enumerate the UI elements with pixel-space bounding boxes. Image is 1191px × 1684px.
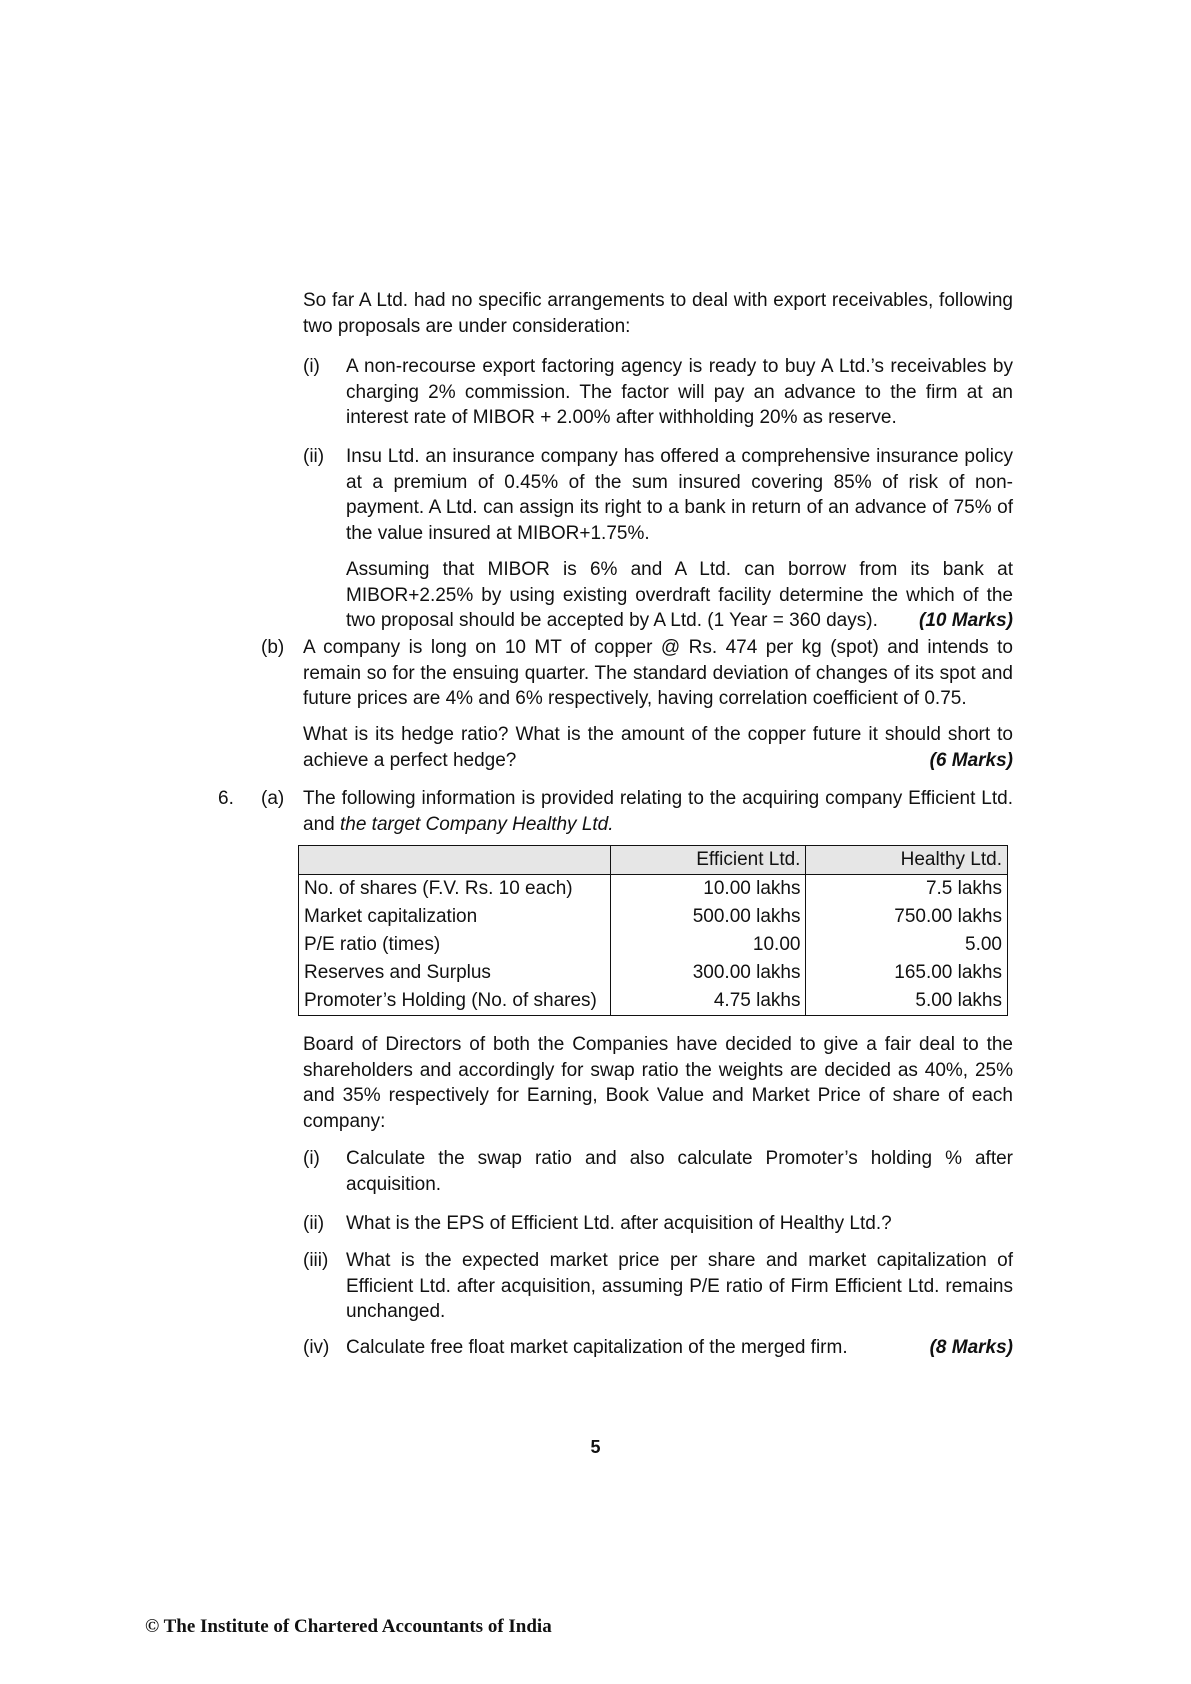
table-cell: P/E ratio (times) [299,931,611,959]
company-info-table [298,845,1008,1016]
part-b-label: (b) [261,637,285,658]
table-header-cell: Efficient Ltd. [610,846,806,875]
table-row [299,987,1008,1016]
question-6-intro [303,786,1013,837]
table-cell: No. of shares (F.V. Rs. 10 each) [299,875,611,904]
table-cell: Reserves and Surplus [299,959,611,987]
assumption-paragraph [346,557,1013,634]
proposal-ii-text: Insu Ltd. an insurance company has offered a comprehensive insurance policy at a premium of 0.45% of the sum insured covering 85% of risk of non-payment. A Ltd. can assign its right to a bank in return of an advance of 75% of the value insured at MIBOR+1.75%. [346,446,1013,544]
question-6-number: 6. [218,788,234,809]
footer-copyright: © The Institute of Chartered Accountants of India [145,1616,552,1637]
part-b-text: A company is long on 10 MT of copper @ Rs. 474 per kg (spot) and intends to remain so for the ensuing quarter. The standard deviation of changes of its spot and future prices are 4% and 6% respectively, having correlation coefficient of 0.75. [303,637,1013,709]
board-paragraph: Board of Directors of both the Companies have decided to give a fair deal to the shareholders and accordingly for swap ratio the weights are decided as 40%, 25% and 35% respectively for Earning, Book Value and Market Price of share of each company: [303,1034,1013,1132]
sub-iv-number: (iv) [303,1337,330,1358]
table-cell: 10.00 [610,931,806,959]
part-b-marks: (6 Marks) [929,749,1013,771]
table-cell: 4.75 lakhs [610,987,806,1016]
table-row [299,959,1008,987]
sub-iii-number: (iii) [303,1250,329,1271]
sub-iii-text: What is the expected market price per share and market capitalization of Efficient Ltd. after acquisition, assuming P/E ratio of Firm Efficient Ltd. remains unchanged. [346,1250,1013,1322]
assumption-marks: (10 Marks) [919,610,1013,631]
page-number: 5 [590,1437,601,1457]
sub-i-text: Calculate the swap ratio and also calculate Promoter’s holding % after acquisition. [346,1148,1013,1195]
table-cell: Market capitalization [299,903,611,931]
assumption-text: Assuming that MIBOR is 6% and A Ltd. can borrow from its bank at MIBOR+2.25% by using existing overdraft facility determine the which of the two proposal should be accepted by A Ltd. (1 Year = 360 days). [346,559,1013,631]
table-cell: 500.00 lakhs [610,903,806,931]
table-cell: 7.5 lakhs [806,875,1008,904]
table-header-cell [299,846,611,875]
table-cell: 5.00 lakhs [806,987,1008,1016]
sub-iv-paragraph [346,1335,1013,1361]
sub-i-number: (i) [303,1148,320,1169]
question-6-intro-italic: the target Company Healthy Ltd. [339,813,614,835]
sub-iv-text: Calculate free float market capitalization of the merged firm. [346,1337,848,1358]
table-row [299,931,1008,959]
table-row [299,903,1008,931]
table-cell: 165.00 lakhs [806,959,1008,987]
table-cell: 750.00 lakhs [806,903,1008,931]
table-cell: 5.00 [806,931,1008,959]
sub-ii-number: (ii) [303,1213,325,1234]
part-b-question: What is its hedge ratio? What is the amount of the copper future it should short to achieve a perfect hedge? [303,724,1013,771]
table-cell: 300.00 lakhs [610,959,806,987]
proposal-i-text: A non-recourse export factoring agency is ready to buy A Ltd.’s receivables by charging 2% commission. The factor will pay an advance to the firm at an interest rate of MIBOR + 2.00% after withholding 20% as reserve. [346,356,1013,428]
table-header-cell: Healthy Ltd. [806,846,1008,875]
proposal-i-number: (i) [303,356,320,377]
intro-paragraph: So far A Ltd. had no specific arrangements to deal with export receivables, following two proposals are under consideration: [303,290,1013,337]
table-header-row [299,846,1008,875]
table-row [299,875,1008,904]
proposal-ii-number: (ii) [303,446,325,467]
question-6-intro-plain: The following information is provided relating to the acquiring company Efficient Ltd. and [303,788,1013,835]
question-6-part-a: (a) [261,788,285,809]
part-b-question-paragraph [303,722,1013,773]
table-cell: 10.00 lakhs [610,875,806,904]
sub-iv-marks: (8 Marks) [929,1337,1013,1358]
table-cell: Promoter’s Holding (No. of shares) [299,987,611,1016]
sub-ii-text: What is the EPS of Efficient Ltd. after acquisition of Healthy Ltd.? [346,1213,892,1234]
